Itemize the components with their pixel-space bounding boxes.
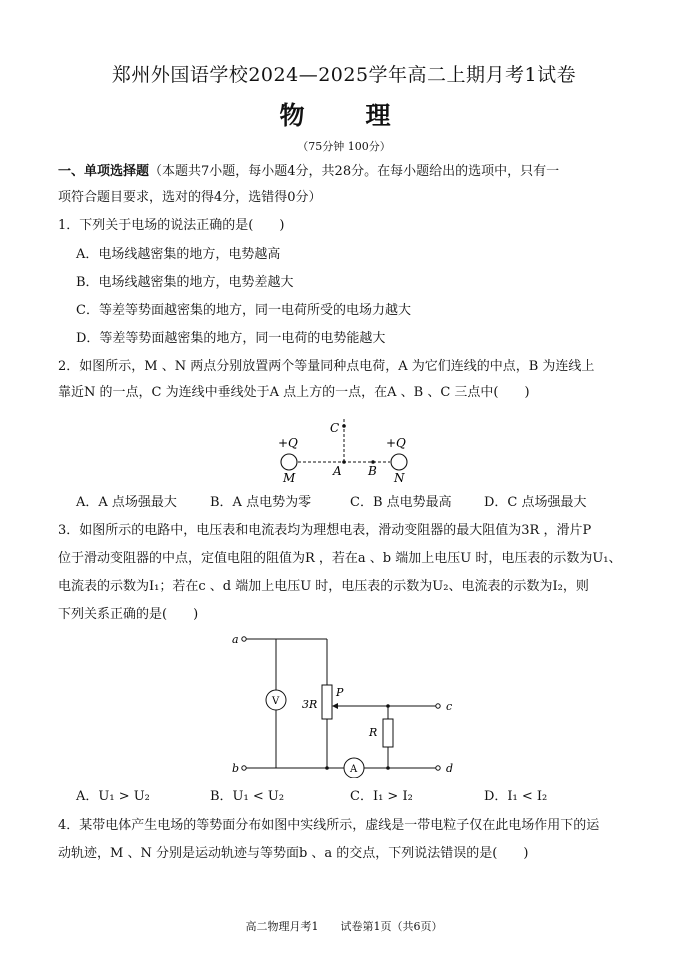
charge-m-circle — [281, 454, 297, 470]
q1-option-c: C．等差等势面越密集的地方，同一电荷所受的电场力越大 — [76, 303, 411, 318]
exam-title: 郑州外国语学校2024—2025学年高二上期月考1试卷 — [111, 64, 577, 86]
label-charge-right: +Q — [386, 436, 406, 450]
label-3r: 3R — [302, 698, 318, 711]
q2-stem-line1: 2．如图所示，M 、N 两点分别放置两个等量同种点电荷，A 为它们连线的中点，B 为连线上 — [58, 359, 595, 374]
label-b: B — [368, 464, 377, 478]
section-instructions-line2: 项符合题目要求，选对的得4分，选错得0分） — [58, 190, 322, 205]
point-a-dot — [342, 460, 346, 464]
label-charge-left: +Q — [278, 436, 298, 450]
q3-stem-line2: 位于滑动变阻器的中点，定值电阻的阻值为R ，若在a 、b 端加上电压U 时，电压表的示数为U₁、 — [58, 551, 622, 566]
charge-n-circle — [391, 454, 407, 470]
terminal-b — [242, 766, 246, 770]
q2-option-b: B．A 点电势为零 — [210, 495, 312, 510]
q3-option-c: C．I₁ > I₂ — [350, 789, 413, 804]
q2-stem-line2: 靠近N 的一点，C 为连线中垂线处于A 点上方的一点，在A 、B 、C 三点中( ) — [58, 385, 530, 400]
label-n: N — [394, 471, 405, 485]
q3-option-d: D．I₁ < I₂ — [484, 789, 548, 804]
label-c: c — [446, 700, 453, 713]
q3-stem-line4: 下列关系正确的是( ) — [58, 607, 199, 622]
label-a: a — [232, 633, 239, 646]
label-v: V — [272, 696, 280, 707]
label-r: R — [369, 726, 378, 739]
junction-dot-1 — [325, 766, 329, 770]
q3-stem-line1: 3．如图所示的电路中，电压表和电流表均为理想电表，滑动变阻器的最大阻值为3R ，滑片P — [58, 523, 592, 538]
q2-option-c: C．B 点电势最高 — [350, 495, 452, 510]
junction-dot-3 — [386, 766, 390, 770]
q3-stem-line3: 电流表的示数为I₁；若在c 、d 端加上电压U 时，电压表的示数为U₂、电流表的示数为I₂，则 — [58, 579, 589, 594]
q3-option-a: A．U₁ > U₂ — [76, 789, 150, 804]
point-c-dot — [342, 424, 346, 428]
label-a: A — [333, 464, 342, 478]
q4-stem-line1: 4．某带电体产生电场的等势面分布如图中实线所示，虚线是一带电粒子仅在此电场作用下的运 — [58, 818, 600, 833]
q1-option-a: A．电场线越密集的地方，电势越高 — [76, 247, 281, 262]
junction-dot-2 — [386, 704, 390, 708]
section-instructions-line1: （本题共7小题，每小题4分，共28分。在每小题给出的选项中，只有一 — [149, 164, 560, 179]
terminal-d — [436, 766, 440, 770]
q3-option-b: B．U₁ < U₂ — [210, 789, 285, 804]
section-instructions — [58, 163, 559, 181]
rheostat-body — [322, 685, 332, 719]
q1-option-b: B．电场线越密集的地方，电势差越大 — [76, 275, 294, 290]
exam-duration: （75分钟 100分） — [297, 140, 391, 153]
terminal-c — [436, 704, 440, 708]
q2-option-d: D．C 点场强最大 — [484, 495, 587, 510]
label-b: b — [232, 762, 240, 775]
label-ammeter: A — [350, 764, 358, 775]
label-m: M — [283, 471, 296, 485]
q4-stem-line2: 动轨迹，M 、N 分别是运动轨迹与等势面b 、a 的交点，下列说法错误的是( ) — [58, 846, 529, 861]
label-d: d — [446, 762, 454, 775]
q3-circuit-figure — [226, 630, 462, 778]
section-heading: 一、单项选择题 — [58, 164, 150, 179]
q1-stem: 1．下列关于电场的说法正确的是( ) — [58, 218, 285, 233]
label-c: C — [330, 421, 340, 435]
subject-title: 物 理 — [279, 101, 409, 130]
label-p: P — [336, 686, 344, 699]
q2-charges-figure — [270, 415, 420, 487]
slider-arrow-icon — [332, 703, 338, 709]
terminal-a — [242, 637, 246, 641]
resistor-r-body — [383, 719, 393, 747]
page-footer: 高二物理月考1 试卷第1页（共6页） — [245, 920, 443, 933]
q2-option-a: A．A 点场强最大 — [76, 495, 177, 510]
q1-option-d: D．等差等势面越密集的地方，同一电荷的电势能越大 — [76, 331, 386, 346]
